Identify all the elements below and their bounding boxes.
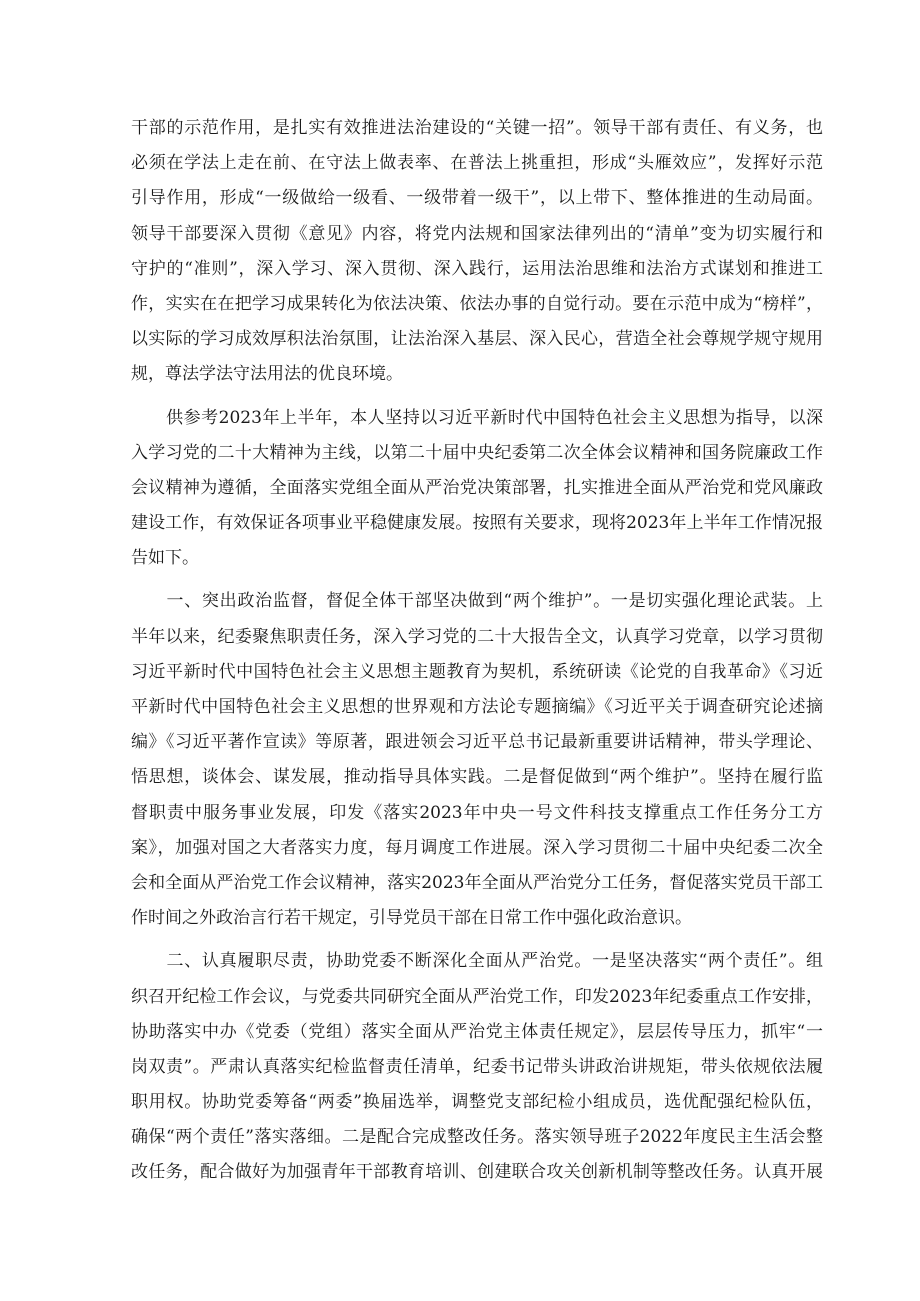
text-line: 织召开纪检工作会议，与党委共同研究全面从严治党工作，印发2023年纪委重点工作安排， — [131, 986, 823, 1007]
text-line: 必须在学法上走在前、在守法上做表率、在普法上挑重担，形成“头雁效应”，发挥好示范 — [131, 153, 823, 174]
text-line: 督职责中服务事业发展，印发《落实2023年中央一号文件科技支撑重点工作任务分工方 — [131, 802, 823, 823]
text-line: 入学习党的二十大精神为主线，以第二十届中央纪委第二次全体会议精神和国务院廉政工作 — [131, 442, 823, 463]
text-line: 告如下。 — [131, 548, 199, 569]
text-line: 案》，加强对国之大者落实力度，每月调度工作进展。深入学习贯彻二十届中央纪委二次全 — [131, 837, 823, 858]
text-line: 职用权。协助党委筹备“两委”换届选举，调整党支部纪检小组成员，选优配强纪检队伍， — [131, 1092, 823, 1113]
text-line: 改任务，配合做好为加强青年干部教育培训、创建联合攻关创新机制等整改任务。认真开展 — [131, 1162, 823, 1183]
text-line: 一、突出政治监督，督促全体干部坚决做到“两个维护”。一是切实强化理论武装。上 — [131, 591, 823, 612]
text-line: 编》《习近平著作宣读》等原著，跟进领会习近平总书记最新重要讲话精神，带头学理论、 — [131, 732, 823, 753]
paragraph-3 — [131, 584, 823, 936]
text-line: 半年以来，纪委聚焦职责任务，深入学习党的二十大报告全文，认真学习党章，以学习贯彻 — [131, 626, 823, 647]
text-line: 领导干部要深入贯彻《意见》内容，将党内法规和国家法律列出的“清单”变为切实履行和 — [131, 223, 823, 244]
text-line: 建设工作，有效保证各项事业平稳健康发展。按照有关要求，现将2023年上半年工作情况报 — [131, 513, 823, 534]
paragraph-2 — [131, 401, 823, 577]
text-line: 作时间之外政治言行若干规定，引导党员干部在日常工作中强化政治意识。 — [131, 908, 692, 929]
text-line: 平新时代中国特色社会主义思想的世界观和方法论专题摘编》《习近平关于调查研究论述摘 — [131, 697, 823, 717]
text-line: 二、认真履职尽责，协助党委不断深化全面从严治党。一是坚决落实“两个责任”。组 — [131, 951, 823, 972]
text-line: 作，实实在在把学习成果转化为依法决策、依法办事的自觉行动。要在示范中成为“榜样”， — [131, 293, 823, 314]
text-line: 守护的“准则”，深入学习、深入贯彻、深入践行，运用法治思维和法治方式谋划和推进工 — [131, 258, 823, 279]
text-line: 会议精神为遵循，全面落实党组全面从严治党决策部署，扎实推进全面从严治党和党风廉政 — [131, 477, 823, 498]
text-line: 确保“两个责任”落实落细。二是配合完成整改任务。落实领导班子2022年度民主生活会整 — [131, 1127, 823, 1148]
text-line: 规，尊法学法守法用法的优良环境。 — [131, 364, 403, 385]
text-line: 干部的示范作用，是扎实有效推进法治建设的“关键一招”。领导干部有责任、有义务，也 — [131, 118, 823, 138]
text-line: 引导作用，形成“一级做给一级看、一级带着一级干”，以上带下、整体推进的生动局面。 — [131, 188, 823, 209]
paragraph-1 — [131, 111, 823, 393]
text-line: 习近平新时代中国特色社会主义思想主题教育为契机，系统研读《论党的自我革命》《习近 — [131, 661, 823, 682]
text-line: 岗双责”。严肃认真落实纪检监督责任清单，纪委书记带头讲政治讲规矩，带头依规依法履 — [131, 1056, 823, 1077]
paragraph-4 — [131, 944, 823, 1190]
document-body — [131, 111, 823, 1199]
text-line: 悟思想，谈体会、谋发展，推动指导具体实践。二是督促做到“两个维护”。坚持在履行监 — [131, 767, 823, 788]
text-line: 会和全面从严治党工作会议精神，落实2023年全面从严治党分工任务，督促落实党员干部工 — [131, 872, 823, 893]
text-line: 以实际的学习成效厚积法治氛围，让法治深入基层、深入民心，营造全社会尊规学规守规用 — [131, 329, 823, 350]
text-line: 协助落实中办《党委（党组）落实全面从严治党主体责任规定》，层层传导压力，抓牢“一 — [131, 1021, 823, 1042]
text-line: 供参考2023年上半年，本人坚持以习近平新时代中国特色社会主义思想为指导，以深 — [131, 407, 823, 428]
